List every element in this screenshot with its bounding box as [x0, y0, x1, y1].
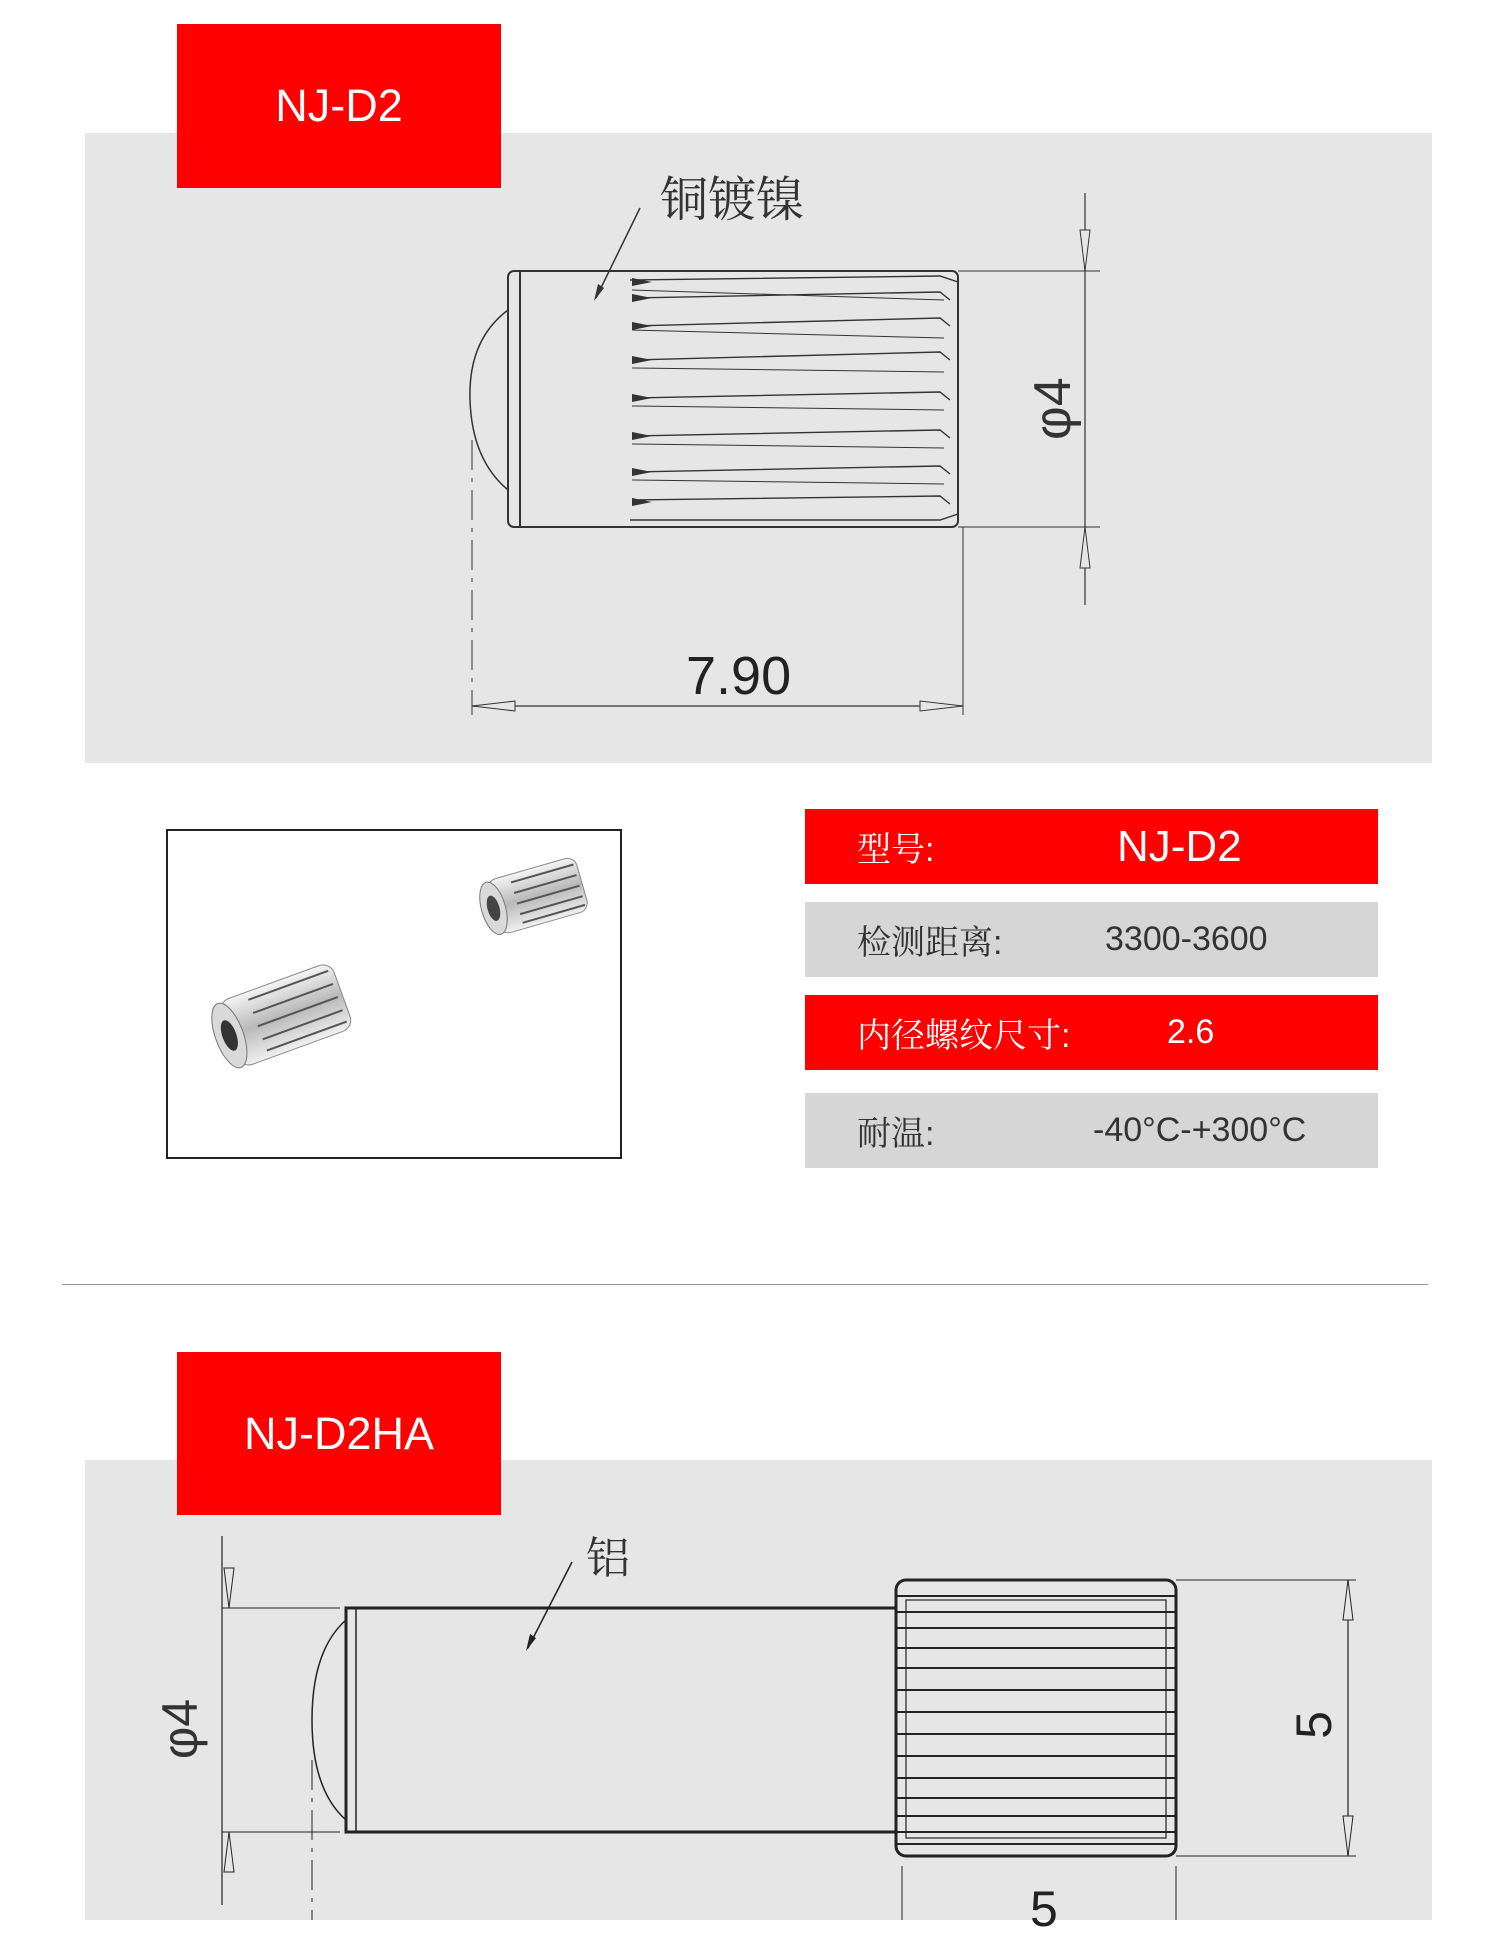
- spec-label-thread-size: 内径螺纹尺寸:: [857, 1017, 1071, 1055]
- spec-row-detection-distance: [805, 902, 1378, 977]
- spec-label-model: 型号:: [857, 831, 935, 869]
- length-label-1: 7.90: [686, 646, 792, 706]
- spec-row-thread-size: [805, 995, 1378, 1070]
- diameter-label-1: φ4: [1024, 377, 1082, 440]
- drawing-panel-2: [85, 1460, 1432, 1920]
- length-label-2: 5: [1030, 1881, 1058, 1937]
- technical-drawing-1: [0, 0, 1500, 780]
- material-label-2: 铝: [586, 1533, 630, 1584]
- spec-value-temperature: -40°C-+300°C: [1093, 1111, 1307, 1149]
- spec-value-model: NJ-D2: [1117, 821, 1242, 871]
- diameter-label-2: φ4: [152, 1698, 209, 1760]
- spec-label-temperature: 耐温:: [857, 1115, 935, 1153]
- spec-row-model: [805, 809, 1378, 884]
- material-label-1: 铜镀镍: [660, 172, 805, 228]
- height-label-2: 5: [1285, 1711, 1342, 1739]
- spec-label-detection-distance: 检测距离:: [857, 924, 1003, 962]
- model-tag-2: NJ-D2HA: [177, 1352, 501, 1515]
- spec-value-detection-distance: 3300-3600: [1105, 920, 1268, 958]
- model-tag-1: NJ-D2: [177, 24, 501, 188]
- product-photo-illustration: [168, 831, 620, 1157]
- spec-row-temperature: [805, 1093, 1378, 1168]
- spec-value-thread-size: 2.6: [1167, 1013, 1215, 1051]
- section-divider: [62, 1284, 1428, 1285]
- product-photo: [166, 829, 622, 1159]
